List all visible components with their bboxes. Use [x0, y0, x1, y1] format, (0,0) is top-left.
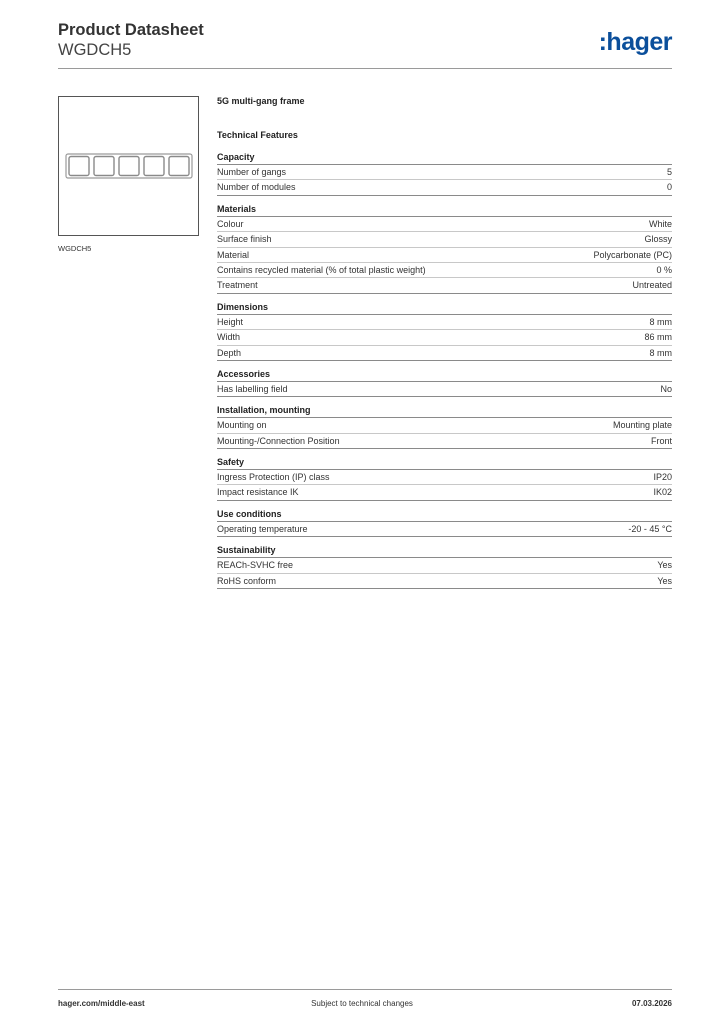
section [217, 368, 672, 397]
table-row [217, 248, 672, 263]
document-header [58, 20, 204, 60]
product-name: 5G multi-gang frame [217, 96, 305, 106]
row-label: Mounting-/Connection Position [217, 435, 340, 446]
section [217, 151, 672, 196]
section-title: Materials [217, 203, 672, 217]
row-label: Width [217, 332, 241, 343]
table-row [217, 418, 672, 433]
row-label: Operating temperature [217, 523, 308, 534]
table-row [217, 232, 672, 247]
table-row [217, 263, 672, 278]
section-title: Capacity [217, 151, 672, 165]
table-row [217, 522, 672, 537]
row-value: White [648, 218, 672, 229]
table-row [217, 434, 672, 449]
row-label: Surface finish [217, 234, 272, 245]
row-label: Colour [217, 218, 244, 229]
footer-website-link[interactable]: hager.com/middle-east [58, 999, 145, 1008]
multi-gang-frame-image [65, 153, 193, 179]
row-value: Front [650, 435, 672, 446]
row-value: IK02 [653, 487, 672, 498]
feature-sections [217, 151, 672, 589]
technical-features-heading: Technical Features [217, 130, 298, 140]
table-row [217, 315, 672, 330]
table-row [217, 346, 672, 361]
section-title: Sustainability [217, 544, 672, 558]
header-divider [58, 68, 672, 69]
row-label: REACh-SVHC free [217, 560, 294, 571]
row-label: Contains recycled material (% of total plastic weight) [217, 264, 426, 275]
row-label: Number of modules [217, 182, 296, 193]
table-row [217, 485, 672, 500]
image-caption: WGDCH5 [58, 244, 92, 253]
document-title: Product Datasheet [58, 21, 204, 39]
section-title: Dimensions [217, 301, 672, 315]
row-value: Yes [657, 560, 672, 571]
row-value: Glossy [644, 234, 672, 245]
section [217, 404, 672, 449]
row-label: Ingress Protection (IP) class [217, 472, 330, 483]
row-value: No [660, 383, 672, 394]
section [217, 508, 672, 537]
footer-divider [58, 989, 672, 990]
table-row [217, 574, 672, 589]
row-label: Number of gangs [217, 167, 287, 177]
table-row [217, 382, 672, 397]
row-value: 8 mm [649, 316, 672, 327]
product-code: WGDCH5 [58, 41, 132, 59]
section-title: Accessories [217, 368, 672, 382]
row-value: Yes [657, 575, 672, 586]
hager-logo: :hager [598, 28, 672, 56]
datasheet-content [217, 95, 672, 596]
footer-date: 07.03.2026 [631, 999, 672, 1008]
table-row [217, 278, 672, 293]
product-image [58, 96, 199, 236]
table-row [217, 217, 672, 232]
table-row [217, 165, 672, 180]
table-row [217, 558, 672, 573]
row-label: Treatment [217, 280, 258, 291]
section [217, 456, 672, 501]
row-value: Mounting plate [612, 420, 672, 431]
row-value: 86 mm [644, 332, 672, 343]
section [217, 301, 672, 361]
section-title: Installation, mounting [217, 404, 672, 418]
row-label: Mounting on [217, 420, 267, 431]
row-label: Impact resistance IK [217, 487, 299, 498]
row-value: Untreated [632, 280, 672, 291]
row-value: -20 - 45 °C [628, 523, 672, 534]
table-row [217, 180, 672, 195]
section [217, 544, 672, 589]
section-title: Safety [217, 456, 672, 470]
row-value: IP20 [653, 472, 672, 483]
row-value: 8 mm [649, 347, 672, 358]
section-title: Use conditions [217, 508, 672, 522]
row-label: Depth [217, 347, 242, 358]
section [217, 203, 672, 294]
table-row [217, 470, 672, 485]
row-label: Material [217, 249, 250, 260]
row-value: 5 [666, 167, 672, 177]
table-row [217, 330, 672, 345]
row-label: RoHS conform [217, 575, 277, 586]
row-label: Height [217, 316, 244, 327]
footer-notice: Subject to technical changes [311, 999, 413, 1008]
row-label: Has labelling field [217, 383, 288, 394]
row-value: Polycarbonate (PC) [593, 249, 672, 260]
row-value: 0 % [656, 264, 672, 275]
row-value: 0 [666, 182, 672, 193]
